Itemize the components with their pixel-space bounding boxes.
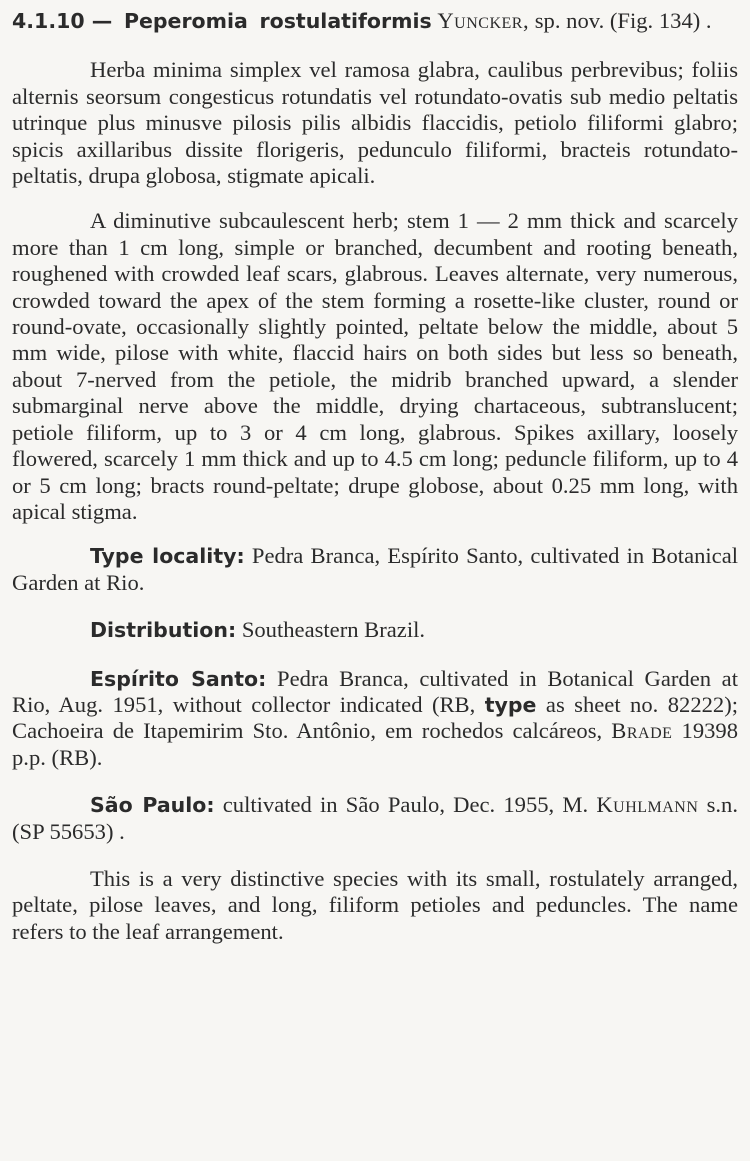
specimen-text: 19398 p.p. (RB). <box>12 718 739 770</box>
figure-reference: (Fig. 134) . <box>609 8 712 33</box>
distribution <box>12 617 738 643</box>
specimen-sao-paulo <box>12 792 738 845</box>
species-epithet: rostulatiformis <box>259 9 432 33</box>
distribution-label: Distribution: <box>90 618 237 643</box>
specimen-text: as sheet no. 82222); Cachoeira de Itapemirim Sto. Antônio, em rochedos calcáreos, <box>12 691 739 744</box>
english-description: A diminutive subcaulescent herb; stem 1 — 2 mm thick and scarcely more than 1 cm long, simple or branched, decumbent and rooting beneath, roughened with crowded leaf scars, glabrous. Leaves alternate, very numerous, crowded toward the apex of the stem forming a rosette-like cluster, round or round-ovate, occasionally slightly pointed, peltate below the middle, about 5 mm wide, pilose with white, flaccid hairs on both sides but less so beneath, about 7-nerved from the petiole, the midrib branched upward, a slender submarginal nerve above the middle, drying chartaceous, subtranslucent; petiole filiform, up to 3 or 4 cm long, glabrous. Spikes axillary, loosely flowered, scarcely 1 mm thick and up to 4.5 cm long; peduncle filiform, up to 4 or 5 cm long; bracts round-peltate; drupe globose, about 0.25 mm long, with apical stigma. <box>12 208 738 524</box>
specimen-text: s.n. (SP 55653) . <box>12 792 738 844</box>
type-locality-text: Pedra Branca, Espírito Santo, cultivated in Botanical Garden at Rio. <box>12 543 739 595</box>
specimen-text: Pedra Branca, cultivated in Botanical Garden at Rio, Aug. 1951, without collector indicated (RB, <box>12 665 738 717</box>
specimen-espirito-santo <box>12 666 738 772</box>
specimen-text: cultivated in São Paulo, Dec. 1955, M. <box>222 792 589 818</box>
genus-name: Peperomia <box>123 9 248 33</box>
region-label: Espírito Santo: <box>90 666 267 691</box>
type-designation: type <box>484 692 537 717</box>
collector-name: Kuhlmann <box>596 792 699 818</box>
collector-name: Brade <box>611 718 673 744</box>
nomenclature-status: sp. nov. <box>534 8 605 33</box>
species-heading <box>12 8 738 34</box>
entry-number: 4.1.10 — <box>12 9 113 33</box>
author-name: Yuncker, <box>437 8 530 33</box>
region-label: São Paulo: <box>90 793 215 818</box>
distribution-text: Southeastern Brazil. <box>241 617 426 643</box>
type-locality <box>12 543 738 596</box>
species-note: This is a very distinctive species with its small, rostulately arranged, peltate, pilose leaves, and long, filiform petioles and peduncles. The name refers to the leaf arrangement. <box>12 865 738 944</box>
latin-description: Herba minima simplex vel ramosa glabra, caulibus perbrevibus; foliis alternis seorsum congesticus rotundatis vel rotundato-ovatis sub medio peltatis utrinque plus minusve pilosis pilis albidis flaccidis, petiolo filiformi glabro; spicis axillaribus dissite florigeris, pedunculo filiformi, bracteis rotundato-peltatis, drupa globosa, stigmate apicali. <box>12 57 738 189</box>
species-entry <box>12 8 738 945</box>
type-locality-label: Type locality: <box>90 544 245 569</box>
